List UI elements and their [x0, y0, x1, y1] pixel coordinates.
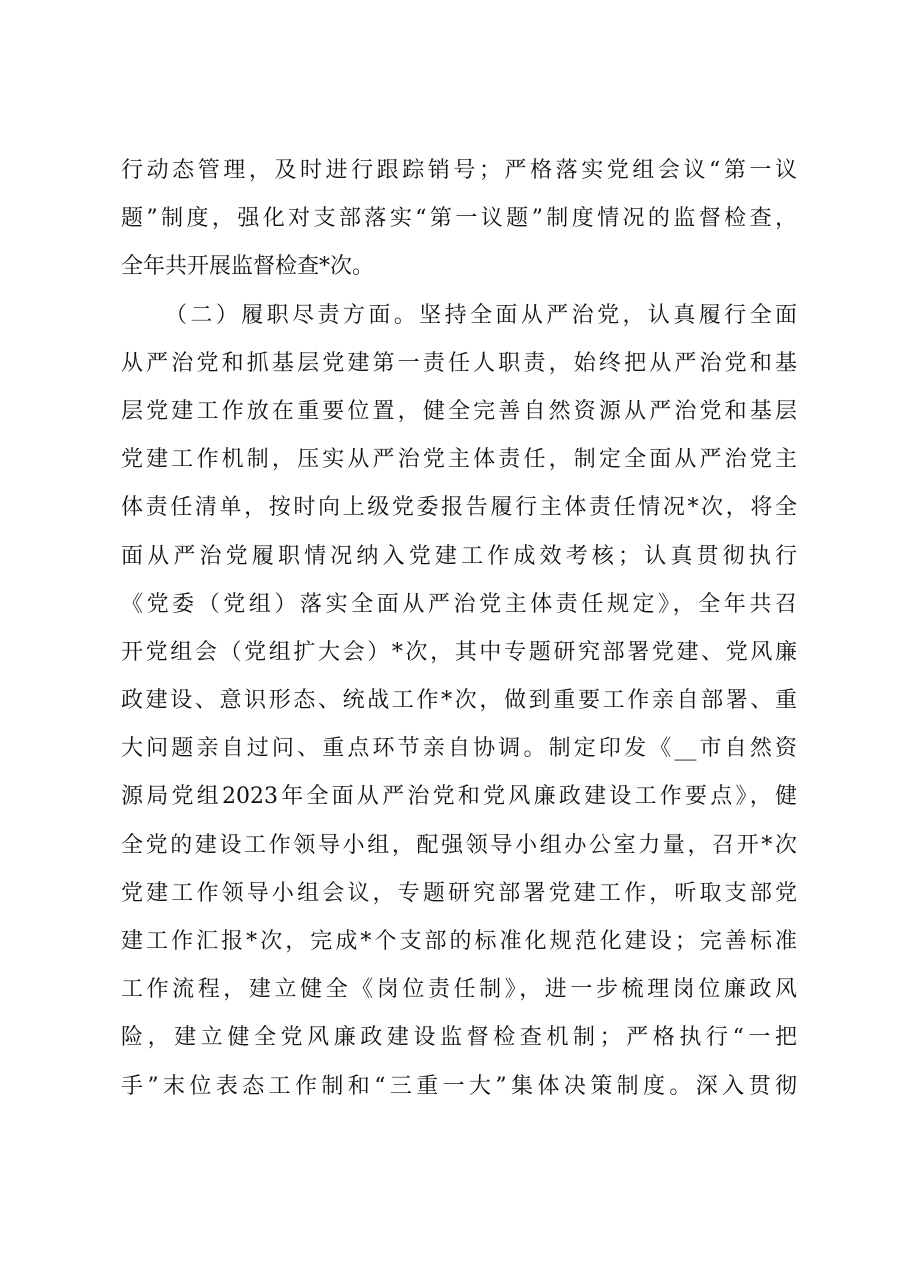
text-line: 大问题亲自过问、重点环节亲自协调。制定印发《__市自然资 [121, 736, 797, 762]
document-body [121, 147, 797, 1111]
text-line: 体责任清单，按时向上级党委报告履行主体责任情况*次，将全 [121, 495, 797, 521]
text-line: 层党建工作放在重要位置，健全完善自然资源从严治党和基层 [121, 398, 797, 424]
text-line: 题”制度，强化对支部落实“第一议题”制度情况的监督检查， [121, 206, 797, 232]
text-line: 手”末位表态工作制和“三重一大”集体决策制度。深入贯彻 [121, 1073, 797, 1099]
text-line: 党建工作机制，压实从严治党主体责任，制定全面从严治党主 [121, 447, 797, 473]
text-line: 全党的建设工作领导小组，配强领导小组办公室力量，召开*次 [121, 832, 797, 858]
text-line: （二）履职尽责方面。坚持全面从严治党，认真履行全面 [165, 302, 797, 328]
paragraph-duty-performance [121, 292, 797, 1111]
text-line: 行动态管理，及时进行跟踪销号；严格落实党组会议“第一议 [121, 158, 797, 183]
text-line: 险，建立健全党风廉政建设监督检查机制；严格执行“一把 [121, 1025, 797, 1051]
text-line: 党建工作领导小组会议，专题研究部署党建工作，听取支部党 [121, 880, 797, 906]
paragraph-continued [121, 147, 797, 292]
text-line: 工作流程，建立健全《岗位责任制》，进一步梳理岗位廉政风 [121, 977, 797, 1003]
text-line: 源局党组2023年全面从严治党和党风廉政建设工作要点》，健 [121, 784, 797, 810]
text-line: 面从严治党履职情况纳入党建工作成效考核；认真贯彻执行 [121, 543, 797, 569]
text-line: 《党委（党组）落实全面从严治党主体责任规定》，全年共召 [121, 591, 797, 617]
text-line: 从严治党和抓基层党建第一责任人职责，始终把从严治党和基 [121, 350, 797, 376]
text-line: 全年共开展监督检查*次。 [121, 254, 375, 280]
text-line: 建工作汇报*次，完成*个支部的标准化规范化建设；完善标准 [121, 929, 797, 954]
text-line: 政建设、意识形态、统战工作*次，做到重要工作亲自部署、重 [121, 688, 797, 714]
text-line: 开党组会（党组扩大会）*次，其中专题研究部署党建、党风廉 [121, 639, 797, 665]
